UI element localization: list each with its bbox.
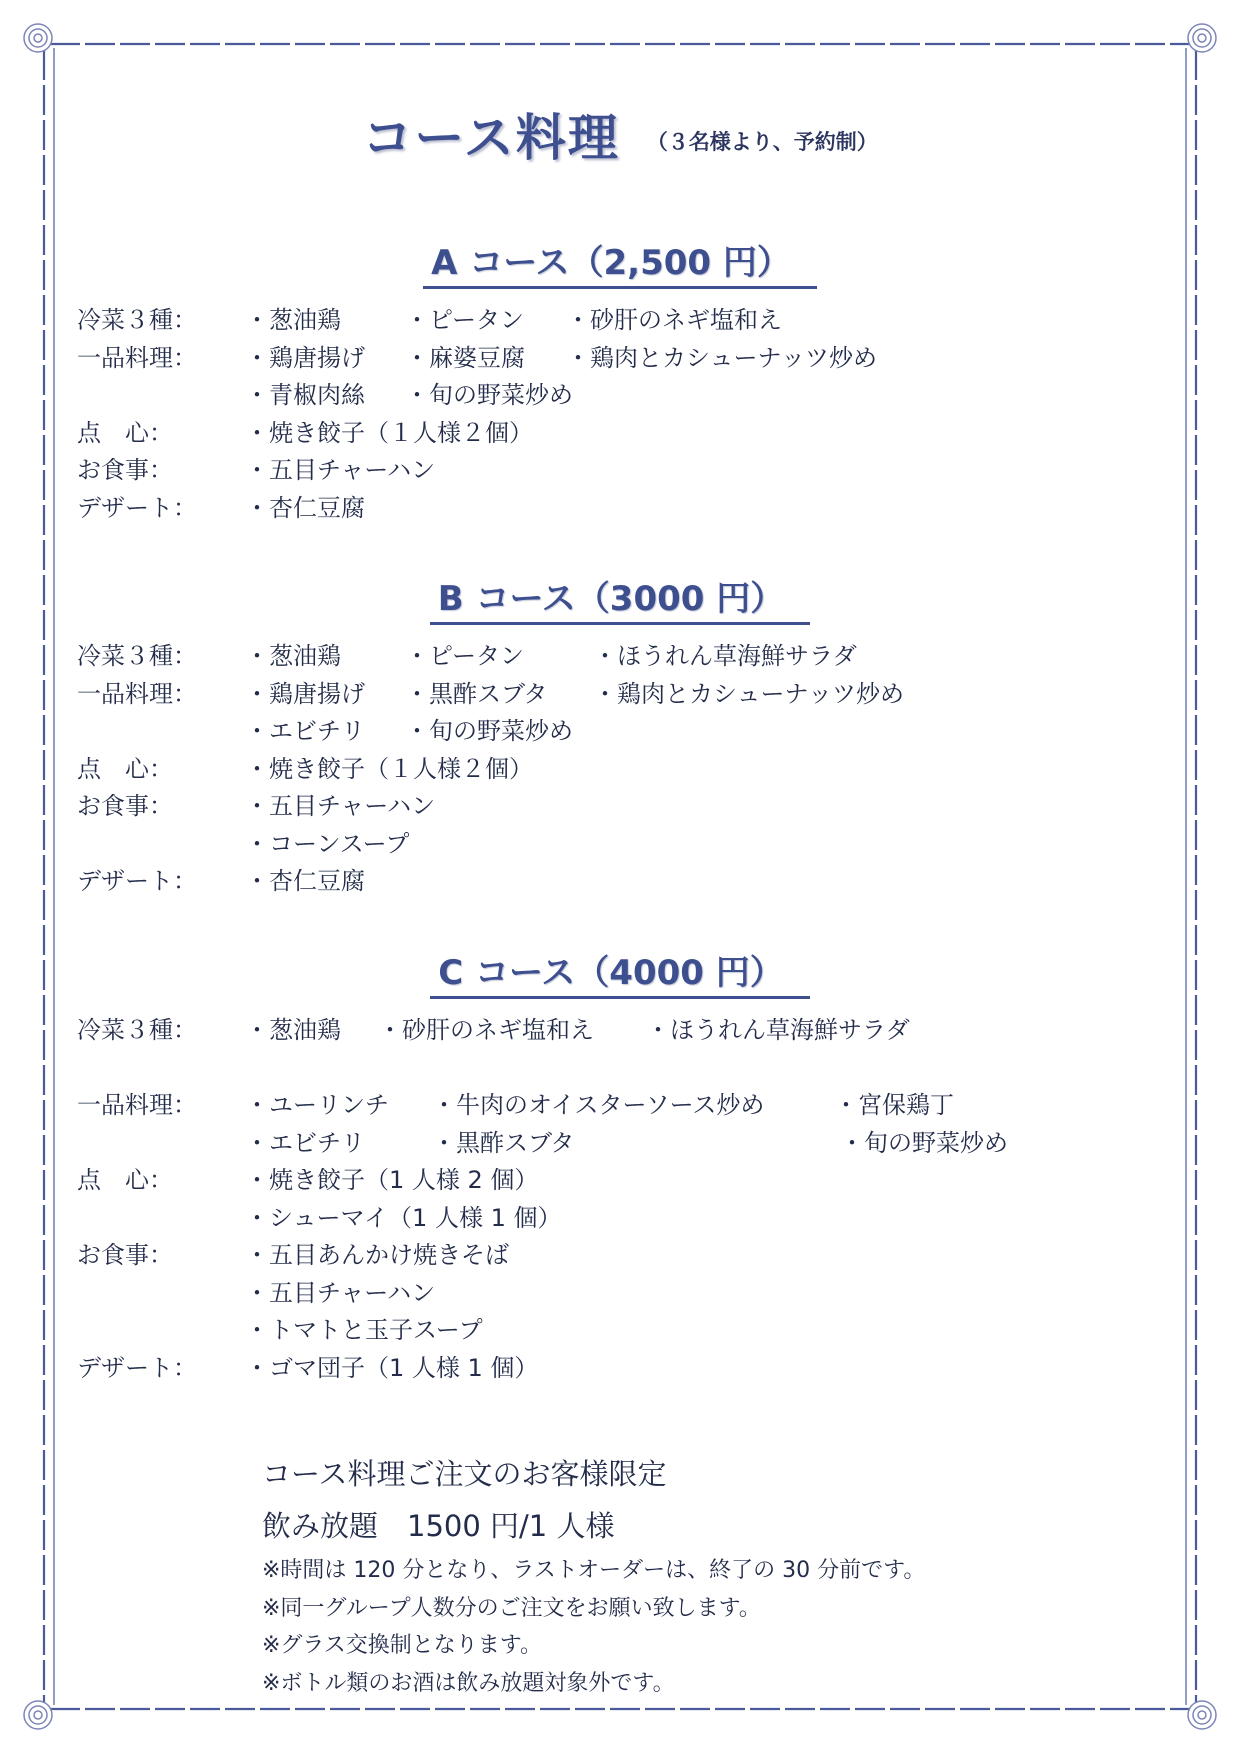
drink-plan-heading: コース料理ご注文のお客様限定 xyxy=(262,1457,667,1491)
menu-row xyxy=(0,1237,1240,1275)
menu-row xyxy=(0,1312,1240,1350)
menu-row xyxy=(0,788,1240,826)
menu-row xyxy=(0,1350,1240,1388)
menu-row xyxy=(0,1087,1240,1125)
dish: ・杏仁豆腐 xyxy=(245,867,365,895)
menu-row xyxy=(0,1012,1240,1087)
dish: ・旬の野菜炒め xyxy=(840,1128,1008,1157)
dish: ・鶏肉とカシューナッツ炒め xyxy=(593,679,905,708)
dish: ・ピータン xyxy=(405,306,525,334)
dish: ・焼き餃子（１人様２個） xyxy=(245,754,533,783)
drink-note: ※ボトル類のお酒は飲み放題対象外です。 xyxy=(262,1670,675,1696)
all-you-can-drink-section xyxy=(262,1448,925,1702)
dish: ・五目チャーハン xyxy=(245,1278,436,1307)
dish: ・ほうれん草海鮮サラダ xyxy=(646,1016,910,1044)
dish: ・杏仁豆腐 xyxy=(245,493,365,522)
row-label: デザート： xyxy=(77,867,197,895)
dish: ・五目チャーハン xyxy=(245,792,436,820)
menu-row xyxy=(0,713,1240,751)
row-label: 一品料理： xyxy=(77,343,197,372)
reservation-note: （３名様より、予約制） xyxy=(646,130,878,154)
page-title: コース料理 xyxy=(362,108,620,167)
drink-note: ※時間は 120 分となり、ラストオーダーは、終了の 30 分前です。 xyxy=(262,1558,926,1583)
dish: ・エビチリ xyxy=(245,1128,365,1157)
menu-row xyxy=(0,1275,1240,1313)
dish: ・旬の野菜炒め xyxy=(405,717,573,745)
row-label: 点 心： xyxy=(77,1166,173,1194)
row-label: 冷菜３種： xyxy=(77,1016,197,1044)
row-label: お食事： xyxy=(77,1241,173,1269)
menu-row xyxy=(0,302,1240,340)
dish: ・宮保鶏丁 xyxy=(834,1091,954,1119)
dish: ・ピータン xyxy=(405,642,525,670)
dish: ・黒酢スブタ xyxy=(405,679,548,708)
row-label: 点 心： xyxy=(77,418,173,447)
menu-row xyxy=(0,1125,1240,1163)
dish: ・ゴマ団子（1 人様 1 個） xyxy=(245,1353,539,1382)
dish: ・黒酢スブタ xyxy=(432,1128,575,1157)
dish: ・砂肝のネギ塩和え xyxy=(378,1016,594,1044)
dish: ・エビチリ xyxy=(245,717,365,745)
dish: ・シューマイ（1 人様 1 個） xyxy=(245,1203,562,1232)
menu-row xyxy=(0,751,1240,789)
course-b xyxy=(0,576,1240,901)
menu-row xyxy=(0,826,1240,864)
page-header xyxy=(0,98,1240,170)
row-label: 一品料理： xyxy=(77,1091,197,1119)
dish: ・葱油鶏 xyxy=(245,306,341,334)
dish: ・コーンスープ xyxy=(245,829,410,858)
menu-row xyxy=(0,490,1240,528)
menu-row xyxy=(0,340,1240,378)
dish: ・砂肝のネギ塩和え xyxy=(566,306,782,334)
menu-row xyxy=(0,452,1240,490)
dish: ・ほうれん草海鮮サラダ xyxy=(593,642,857,670)
drink-note: ※グラス交換制となります。 xyxy=(262,1633,543,1658)
row-label: デザート： xyxy=(77,493,197,522)
course-title: C コース（4000 円） xyxy=(430,950,810,999)
menu-row xyxy=(0,1200,1240,1238)
course-a xyxy=(0,240,1240,527)
menu-row xyxy=(0,676,1240,714)
dish: ・焼き餃子（1 人様 2 個） xyxy=(245,1166,539,1194)
row-label: 点 心： xyxy=(77,754,173,783)
dish: ・葱油鶏 xyxy=(245,1016,341,1044)
row-label: お食事： xyxy=(77,456,173,484)
dish: ・鶏肉とカシューナッツ炒め xyxy=(566,343,878,372)
dish: ・鶏唐揚げ xyxy=(245,679,365,708)
menu-row xyxy=(0,377,1240,415)
dish: ・ユーリンチ xyxy=(245,1091,389,1119)
dish: ・五目チャーハン xyxy=(245,456,436,484)
row-label: お食事： xyxy=(77,792,173,820)
menu-row xyxy=(0,638,1240,676)
course-title: B コース（3000 円） xyxy=(430,576,811,625)
menu-row xyxy=(0,863,1240,901)
dish: ・牛肉のオイスターソース炒め xyxy=(432,1091,765,1119)
dish: ・五目あんかけ焼きそば xyxy=(245,1241,509,1269)
dish: ・旬の野菜炒め xyxy=(405,381,573,409)
row-label: 冷菜３種： xyxy=(77,306,197,334)
row-label: 一品料理： xyxy=(77,679,197,708)
dish: ・麻婆豆腐 xyxy=(405,343,525,372)
dish: ・葱油鶏 xyxy=(245,642,341,670)
menu-row xyxy=(0,415,1240,453)
dish: ・焼き餃子（１人様２個） xyxy=(245,418,533,447)
dish: ・青椒肉絲 xyxy=(245,381,365,409)
row-label: 冷菜３種： xyxy=(77,642,197,670)
row-label: デザート： xyxy=(77,1353,197,1382)
menu-row xyxy=(0,1162,1240,1200)
course-title: A コース（2,500 円） xyxy=(423,240,817,289)
course-c xyxy=(0,950,1240,1387)
drink-plan-price: 飲み放題 1500 円/1 人様 xyxy=(262,1509,615,1543)
dish: ・鶏唐揚げ xyxy=(245,343,365,372)
drink-note: ※同一グループ人数分のご注文をお願い致します。 xyxy=(262,1595,761,1621)
dish: ・トマトと玉子スープ xyxy=(245,1316,483,1344)
